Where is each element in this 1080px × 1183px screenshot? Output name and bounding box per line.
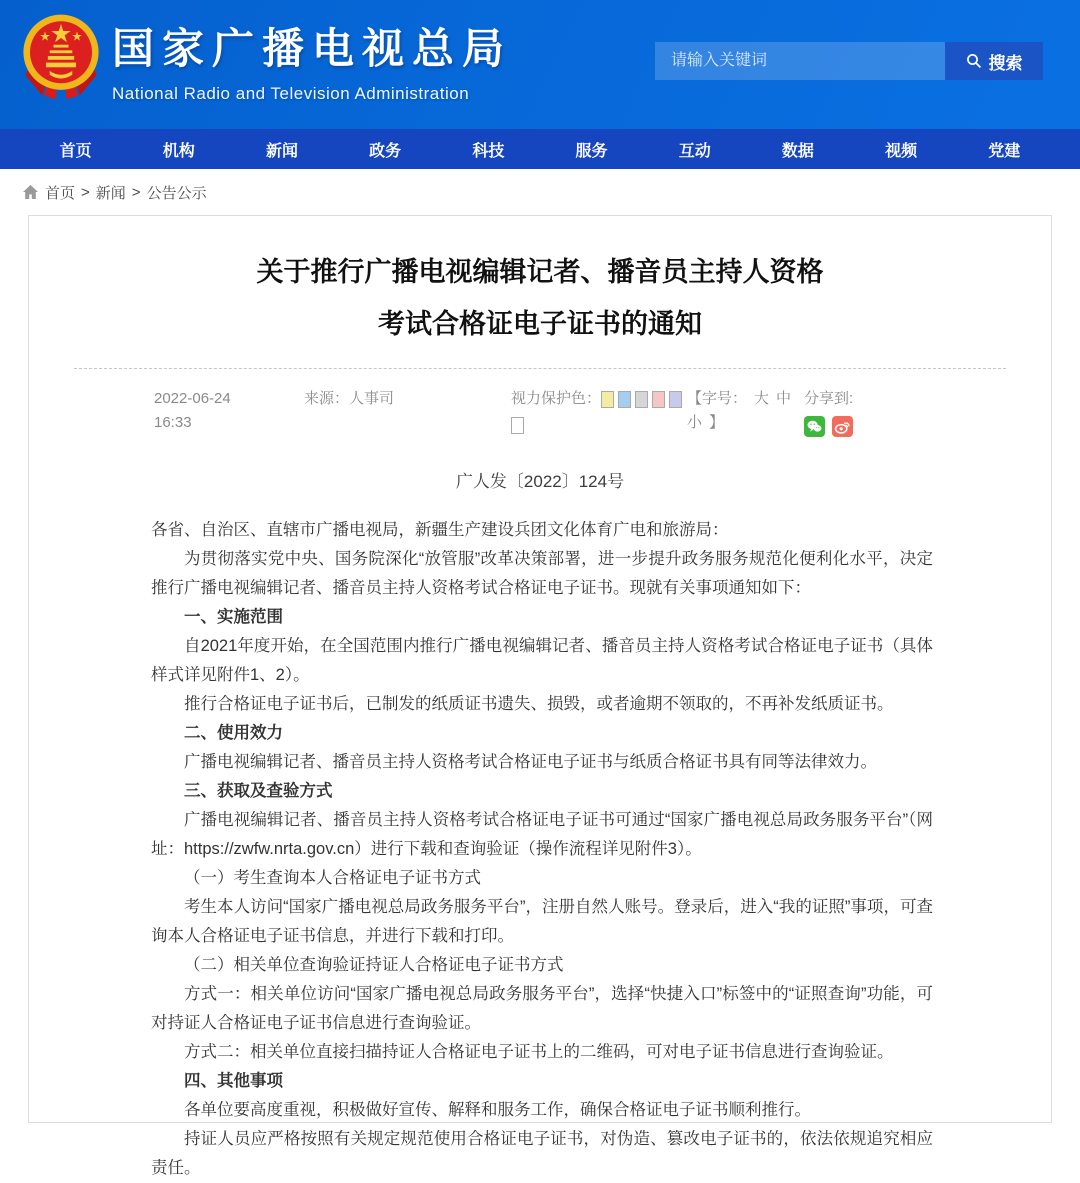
article-container (28, 215, 1052, 1177)
national-emblem-logo (14, 7, 108, 105)
breadcrumb (0, 169, 1080, 215)
article-meta (29, 387, 1051, 437)
nav-item-interact[interactable]: 互动 (678, 142, 711, 160)
font-size-medium[interactable]: 中 (776, 390, 792, 407)
eye-protect-swatch-yellow[interactable] (601, 391, 614, 408)
share-control (804, 387, 894, 437)
section-heading: 三、获取及查验方式 (184, 782, 333, 800)
eye-protect-control (511, 387, 687, 434)
search-icon (966, 53, 982, 69)
site-title: 国家广播电视总局 (112, 25, 513, 72)
breadcrumb-separator: > (131, 183, 141, 201)
search-button[interactable] (945, 42, 1043, 80)
nav-item-agency[interactable]: 机构 (162, 142, 195, 160)
eye-protect-label: 视力保护色： (511, 390, 602, 407)
title-line-2: 考试合格证电子证书的通知 (378, 309, 702, 339)
nav-item-gov[interactable]: 政务 (369, 142, 402, 160)
nav-item-home[interactable]: 首页 (59, 142, 92, 160)
nav-item-tech[interactable]: 科技 (472, 142, 505, 160)
font-size-large[interactable]: 大 (754, 390, 770, 407)
weibo-share-icon[interactable] (832, 416, 853, 437)
paragraph: 广播电视编辑记者、播音员主持人资格考试合格证电子证书可通过“国家广播电视总局政务服务平台”（网址：https://zwfw.nrta.gov.cn）进行下载和查询验证（操作流程详见附件3）。 (151, 811, 933, 858)
site-subtitle: National Radio and Television Administration (112, 84, 470, 103)
paragraph: （一）考生查询本人合格证电子证书方式 (184, 869, 481, 887)
main-nav (0, 129, 1080, 169)
paragraph: 为贯彻落实党中央、国务院深化“放管服”改革决策部署，进一步提升政务服务规范化便利化水平，决定推行广播电视编辑记者、播音员主持人资格考试合格证电子证书。现就有关事项通知如下： (151, 550, 933, 597)
paragraph: 持证人员应严格按照有关规定规范使用合格证电子证书，对伪造、篡改电子证书的，依法依规追究相应责任。 (151, 1130, 933, 1177)
doc-number: 广人发〔2022〕124号 (455, 472, 625, 491)
paragraph: 自2021年度开始，在全国范围内推行广播电视编辑记者、播音员主持人资格考试合格证电子证书（具体样式详见附件1、2）。 (151, 637, 933, 684)
article-source: 来源：人事司 (304, 390, 395, 407)
paragraph: （二）相关单位查询验证持证人合格证电子证书方式 (184, 956, 564, 974)
page-title (29, 246, 1051, 350)
breadcrumb-separator: > (81, 183, 90, 201)
paragraph: 方式一：相关单位访问“国家广播电视总局政务服务平台”，选择“快捷入口”标签中的“证照查询”功能，可对持证人合格证电子证书信息进行查询验证。 (151, 985, 933, 1032)
article-body (29, 492, 1051, 1183)
paragraph: 各省、自治区、直辖市广播电视局，新疆生产建设兵团文化体育广电和旅游局： (151, 521, 729, 539)
eye-protect-swatch-pink[interactable] (652, 391, 665, 408)
nav-item-party[interactable]: 党建 (988, 142, 1021, 160)
paragraph: 方式二：相关单位直接扫描持证人合格证电子证书上的二维码，可对电子证书信息进行查询验证。 (184, 1043, 894, 1061)
section-heading: 一、实施范围 (184, 608, 283, 626)
divider (74, 368, 1006, 369)
search-input[interactable] (655, 42, 945, 80)
title-line-1: 关于推行广播电视编辑记者、播音员主持人资格 (256, 257, 824, 287)
font-size-small[interactable]: 小 (687, 414, 703, 431)
paragraph: 各单位要高度重视，积极做好宣传、解释和服务工作，确保合格证电子证书顺利推行。 (184, 1101, 811, 1119)
breadcrumb-announcements[interactable]: 公告公示 (146, 184, 207, 202)
section-heading: 二、使用效力 (184, 724, 283, 742)
publish-date: 2022-06-24 16:33 (154, 390, 231, 431)
eye-protect-swatch-gray[interactable] (635, 391, 648, 408)
breadcrumb-news[interactable]: 新闻 (95, 184, 126, 202)
font-size-close-bracket: 】 (709, 414, 725, 431)
eye-protect-swatch-white[interactable] (511, 417, 524, 434)
font-size-control (687, 387, 799, 435)
search-button-label: 搜索 (988, 53, 1023, 73)
paragraph: 推行合格证电子证书后，已制发的纸质证书遗失、损毁，或者逾期不领取的，不再补发纸质证书。 (184, 695, 894, 713)
paragraph: 广播电视编辑记者、播音员主持人资格考试合格证电子证书与纸质合格证书具有同等法律效力。 (184, 753, 877, 771)
breadcrumb-home[interactable]: 首页 (45, 184, 76, 202)
nav-item-news[interactable]: 新闻 (265, 142, 298, 160)
wechat-share-icon[interactable] (804, 416, 825, 437)
nav-item-data[interactable]: 数据 (781, 142, 814, 160)
nav-item-service[interactable]: 服务 (575, 142, 608, 160)
section-heading: 四、其他事项 (184, 1072, 283, 1090)
paragraph: 考生本人访问“国家广播电视总局政务服务平台”，注册自然人账号。登录后，进入“我的证照”事项，可查询本人合格证电子证书信息，并进行下载和打印。 (151, 898, 933, 945)
home-icon[interactable] (22, 184, 39, 200)
font-size-open-bracket: 【字号： (687, 390, 748, 407)
eye-protect-swatch-blue[interactable] (618, 391, 631, 408)
nav-item-video[interactable]: 视频 (885, 142, 918, 160)
share-label: 分享到: (804, 390, 854, 407)
search-bar (655, 42, 1043, 80)
site-header (0, 0, 1080, 129)
eye-protect-swatch-lavender[interactable] (669, 391, 682, 408)
